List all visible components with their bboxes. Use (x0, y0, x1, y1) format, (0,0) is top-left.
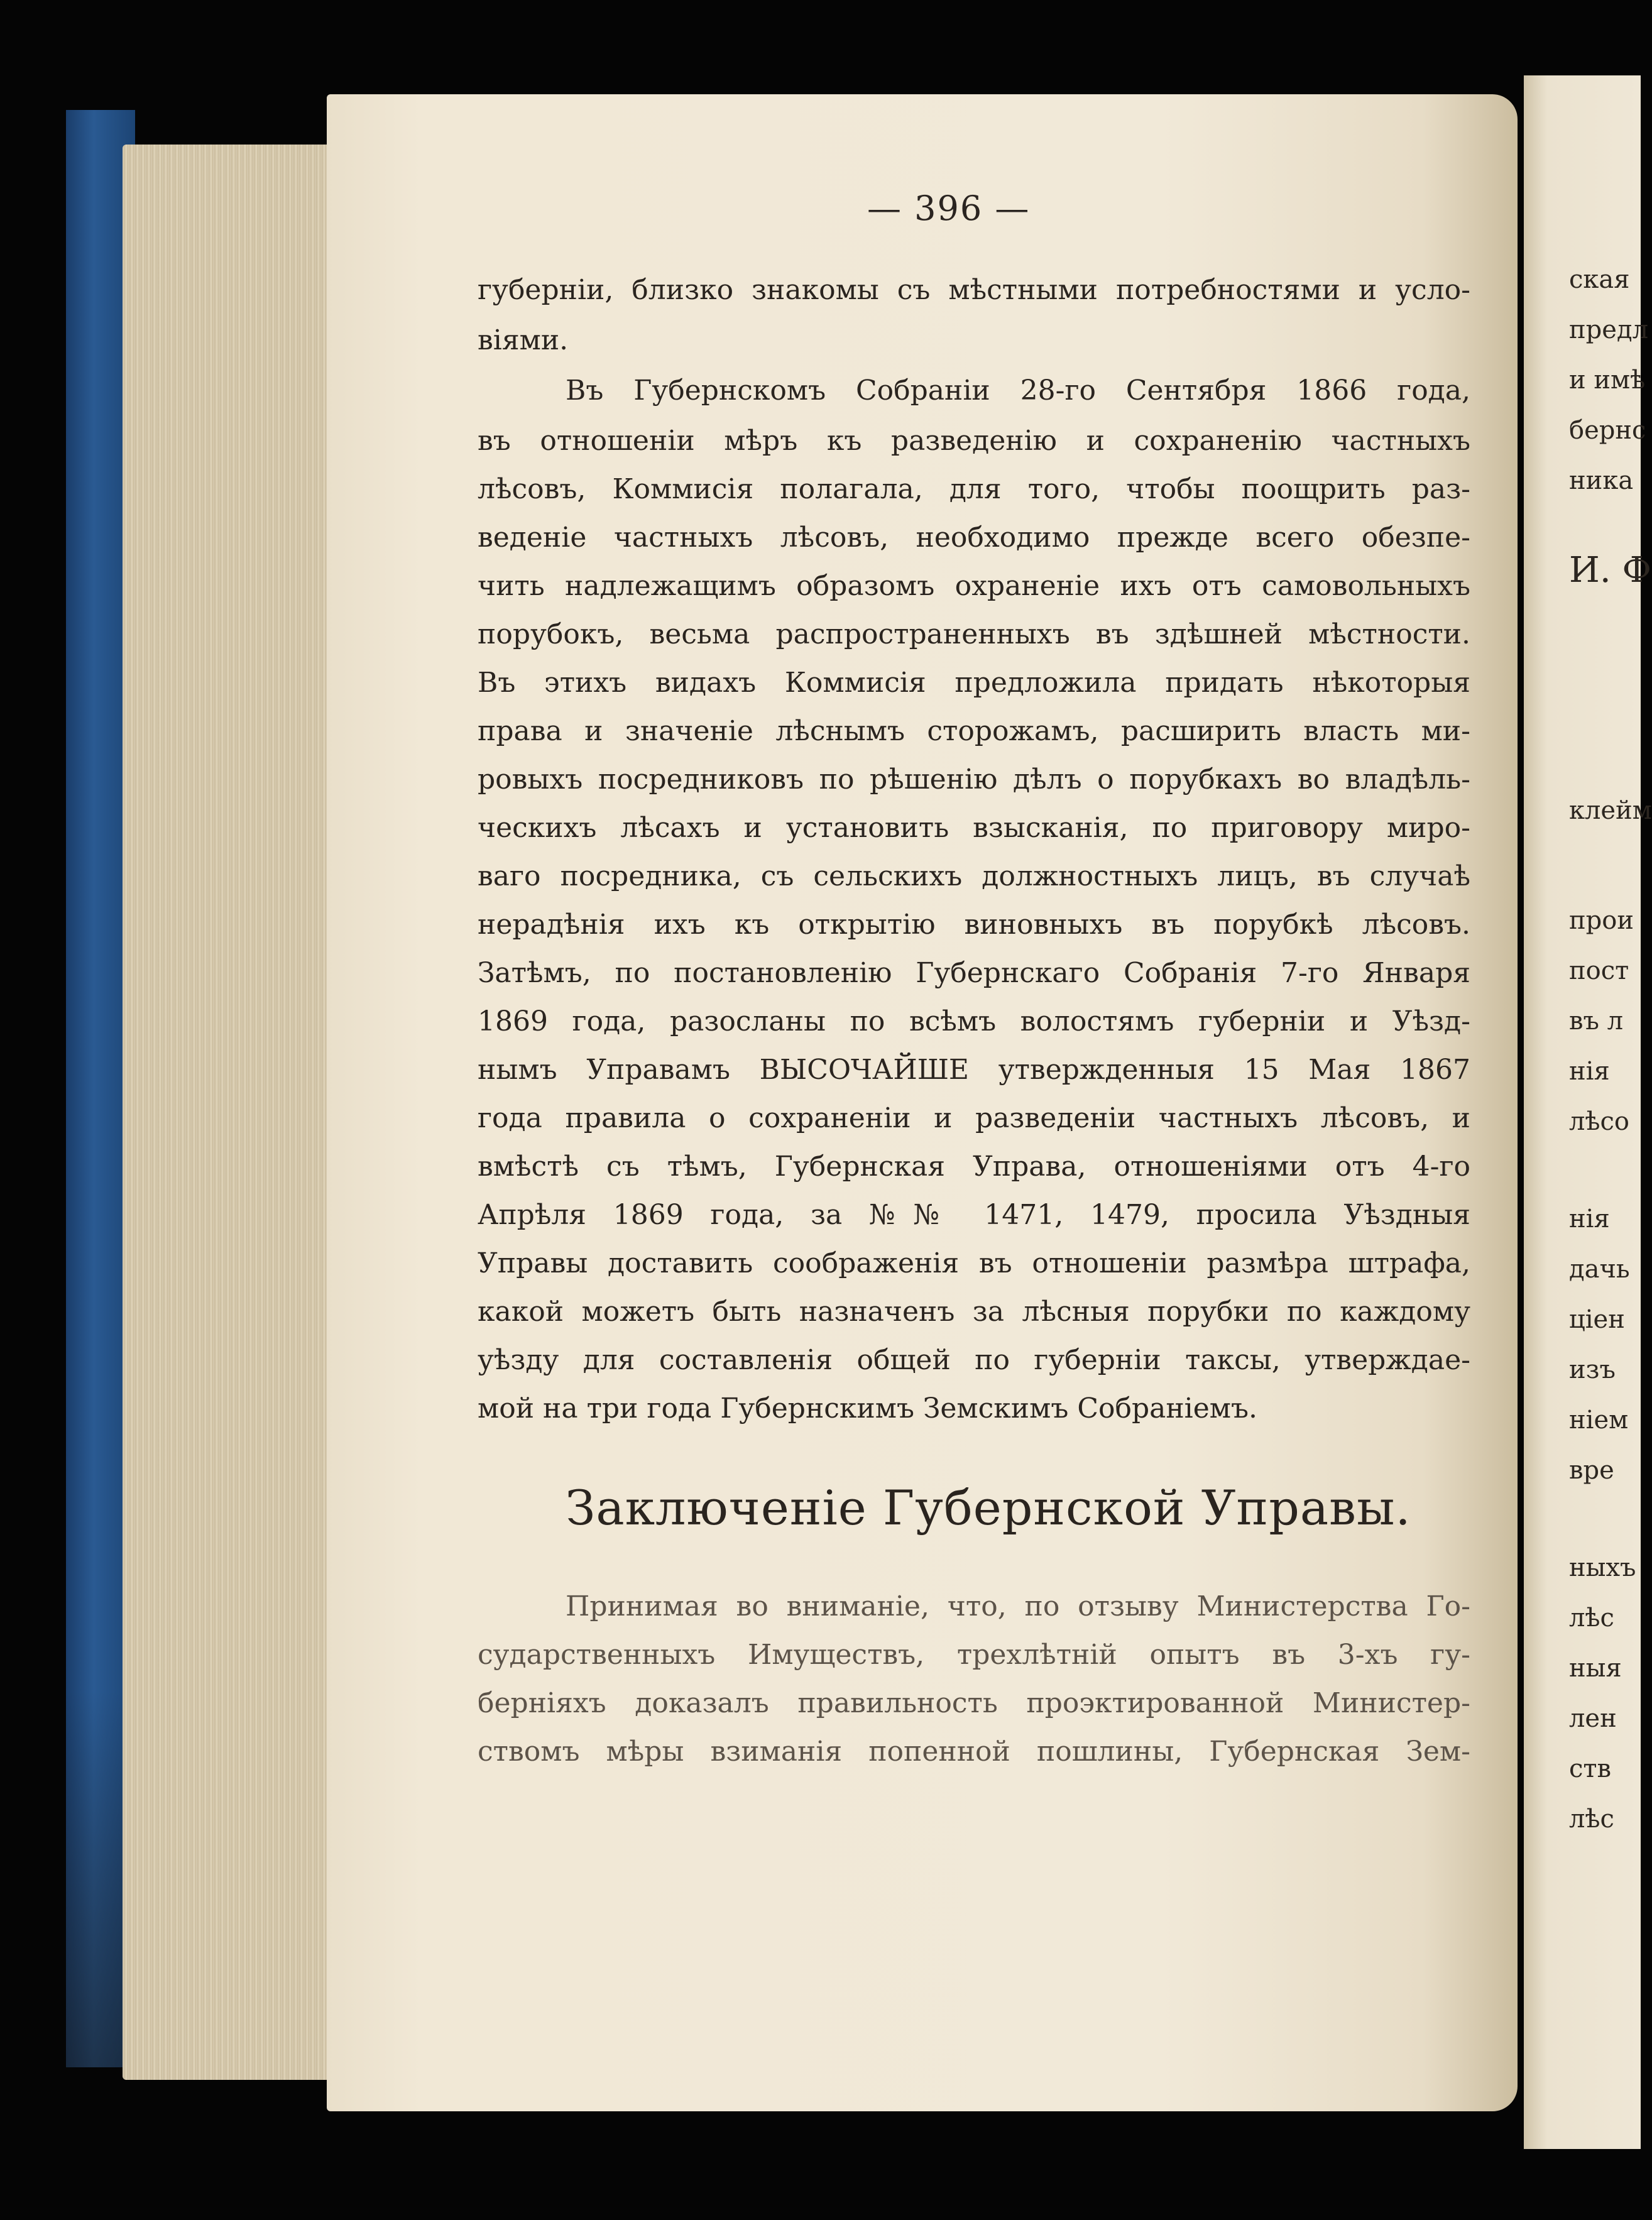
right-page-fragment: ская (1569, 265, 1630, 294)
body-line: вмѣстѣ съ тѣмъ, Губернская Управа, отношеніями отъ 4-го (478, 1151, 1470, 1183)
body-line: Затѣмъ, по постановленію Губернскаго Собранія 7-го Января (478, 957, 1470, 989)
right-page-fragment: вре (1569, 1456, 1614, 1485)
right-page-fragment: лѣс (1569, 1805, 1614, 1834)
right-page-fragment: ств (1569, 1754, 1612, 1783)
right-page-fragment: въ л (1569, 1007, 1624, 1036)
body-line: 1869 года, разосланы по всѣмъ волостямъ губерніи и Уѣзд- (478, 1005, 1470, 1037)
right-page-fragment: клейм (1569, 796, 1652, 825)
right-page-fragment: предл (1569, 315, 1648, 344)
right-page-fragment: дачь (1569, 1255, 1630, 1284)
body-line: порубокъ, весьма распространенныхъ въ здѣшней мѣстности. (478, 618, 1470, 650)
right-page-fragment: ныя (1569, 1654, 1622, 1683)
section-line: берніяхъ доказалъ правильность проэктированной Министер- (478, 1687, 1470, 1719)
right-page-fragment: ціен (1569, 1305, 1625, 1334)
section-line: Принимая во вниманіе, что, по отзыву Министерства Го- (566, 1590, 1470, 1622)
right-page-fragment: бернс (1569, 416, 1646, 445)
body-line: губерніи, близко знакомы съ мѣстными потребностями и усло- (478, 274, 1470, 306)
body-line: Въ этихъ видахъ Коммисія предложила придать нѣкоторыя (478, 667, 1470, 699)
right-page-fragment: ника (1569, 466, 1634, 495)
body-line: нымъ Управамъ ВЫСОЧАЙШЕ утвержденныя 15 Мая 1867 (478, 1054, 1470, 1086)
right-page-fragment: и имѣ (1569, 366, 1646, 395)
right-page-fragment: лен (1569, 1704, 1617, 1733)
page-edges (123, 145, 339, 2080)
body-line: мой на три года Губернскимъ Земскимъ Собраніемъ. (478, 1392, 1258, 1424)
page-number: — 396 — (867, 189, 1031, 228)
body-line: уѣзду для составленія общей по губерніи таксы, утверждае- (478, 1344, 1470, 1376)
body-line: ваго посредника, съ сельскихъ должностныхъ лицъ, въ случаѣ (478, 860, 1470, 892)
section-line: ствомъ мѣры взиманія попенной пошлины, Губернская Зем- (478, 1736, 1470, 1768)
section-heading: Заключеніе Губернской Управы. (566, 1480, 1411, 1536)
section-line: сударственныхъ Имуществъ, трехлѣтній опытъ въ 3-хъ гу- (478, 1639, 1470, 1671)
body-line: какой можетъ быть назначенъ за лѣсныя порубки по каждому (478, 1296, 1470, 1328)
body-line: Управы доставить соображенія въ отношеніи размѣра штрафа, (478, 1247, 1470, 1279)
body-line: года правила о сохраненіи и разведеніи частныхъ лѣсовъ, и (478, 1102, 1470, 1134)
body-line: веденіе частныхъ лѣсовъ, необходимо прежде всего обезпе- (478, 522, 1470, 554)
body-line: нерадѣнія ихъ къ открытію виновныхъ въ порубкѣ лѣсовъ. (478, 909, 1470, 941)
body-line: віями. (478, 324, 569, 356)
right-page-fragment: прои (1569, 906, 1634, 935)
body-line: Въ Губернскомъ Собраніи 28-го Сентября 1866 года, (566, 375, 1470, 407)
right-page-fragment: ніем (1569, 1406, 1629, 1435)
body-line: въ отношеніи мѣръ къ разведенію и сохраненію частныхъ (478, 425, 1470, 457)
right-page-fragment: пост (1569, 956, 1629, 985)
right-page-fragment: лѣсо (1569, 1107, 1630, 1136)
body-line: чить надлежащимъ образомъ охраненіе ихъ отъ самовольныхъ (478, 570, 1470, 602)
body-line: Апрѣля 1869 года, за №№ 1471, 1479, просила Уѣздныя (478, 1199, 1470, 1231)
body-line: ровыхъ посредниковъ по рѣшенію дѣлъ о порубкахъ во владѣль- (478, 763, 1470, 796)
right-page-fragment: изъ (1569, 1355, 1616, 1384)
right-page (1524, 75, 1652, 2149)
body-line: лѣсовъ, Коммисія полагала, для того, чтобы поощрить раз- (478, 473, 1470, 505)
right-page-fragment: нія (1569, 1205, 1610, 1233)
right-page-fragment: лѣс (1569, 1604, 1614, 1632)
right-page-fragment: ныхъ (1569, 1553, 1636, 1582)
body-line: ческихъ лѣсахъ и установить взысканія, по приговору миро- (478, 812, 1470, 844)
body-line: права и значеніе лѣснымъ сторожамъ, расширить власть ми- (478, 715, 1470, 747)
right-page-fragment: И. Ф (1569, 550, 1651, 591)
right-page-fragment: нія (1569, 1057, 1610, 1086)
